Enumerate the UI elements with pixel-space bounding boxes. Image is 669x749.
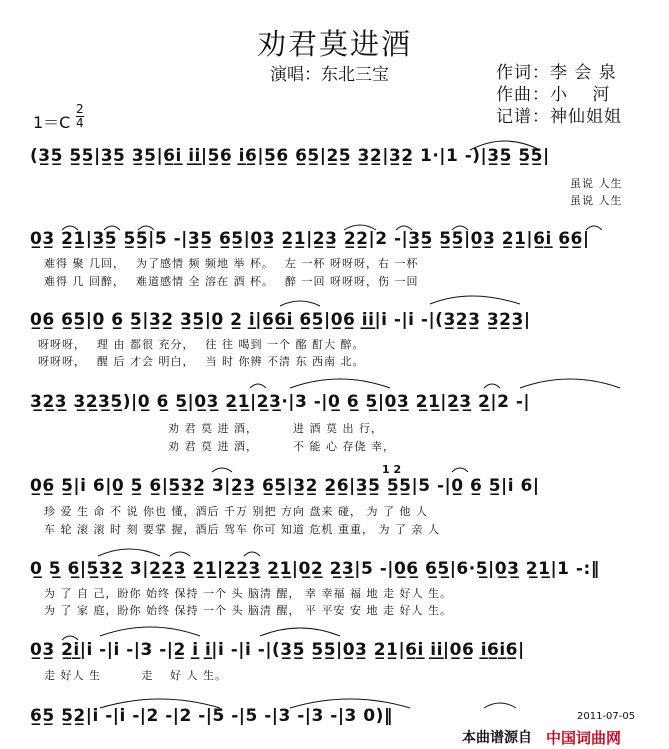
lyric-line-1-verse-1: 虽说 人生 [570, 177, 623, 190]
score-line-3: 0̲6̲ 6̲5̲|0̲ 6̲ 5̲|3̲2̲ 3̲5̲|0̲ 2̲ i̲|6̲6̲i̲ 6̲5̲|0̲6̲ i̲i̲|i -|i -|(3̲2̲3̲ 3̲2̲3̲| [30, 310, 531, 330]
source-label: 本曲谱源自 [462, 730, 532, 746]
page-title: 劝君莫进酒 [256, 27, 412, 61]
key-signature: 1＝C [33, 113, 71, 132]
score-line-2: 0̲3̲ 2̲1̲|3̲5̲ 5̲5̲|5 -|3̲5̲ 6̲5̲|0̲3̲ 2̲1̲|2̲3̲ 2̲2̲|2 -|3̲5̲ 5̲5̲|0̲3̲ 2̲1̲|6̲i̲ 6̲6̲| [30, 229, 590, 249]
lyric-line-4-verse-2: 劝 君 莫 进 酒， 不 能 心 存侥 幸， [168, 440, 395, 453]
lyric-line-6-verse-1: 为 了 自 己，盼你 始终 保持 一个 头 脑清 醒， 幸 幸福 福 地 走 好人 生。 [44, 587, 452, 600]
lyric-line-6-verse-2: 为 了 家 庭，盼你 始终 保持 一个 头 脑清 醒， 平 平安 安 地 走 好人 生。 [44, 604, 452, 617]
lyricist-credit: 作词：李 会 泉 [496, 63, 617, 83]
score-line-4: 3̲2̲3̲ 3̲2̲3̲5̲)|0̲ 6̲ 5̲|0̲3̲ 2̲1̲|2̲3̲·|3 -|0̲ 6̲ 5̲|0̲3̲ 2̲1̲|2̲3̲ 2̲|2 -| [30, 392, 531, 412]
lyric-line-2-verse-2: 难得 几 回醉， 难道感情 全 溶在 酒 杯。 醉 一回 呀呀呀，伤 一回 [44, 275, 419, 288]
score-line-1: (3̲5̲ 5̲5̲|3̲5̲ 3̲5̲|6̲i̲ i̲i̲|5̲6̲ i̲6̲|5̲6̲ 6̲5̲|2̲5̲ 3̲2̲|3̲2̲ 1·|1 -)|3̲5̲ 5̲5̲| [30, 146, 550, 166]
lyric-line-2-verse-1: 难得 聚 几回， 为了感情 频 频地 举 杯。 左 一杯 呀呀呀，右 一杯 [44, 257, 419, 270]
singer-credit: 演唱：东北三宝 [270, 65, 389, 85]
lyric-line-7-verse-1: 走 好人 生 走 好 人 生。 [44, 669, 227, 682]
lyric-line-5-verse-1: 珍 爱 生 命 不 说 你也 懂，酒后 千万 别把 方向 盘来 碰， 为 了 他 人 [44, 505, 428, 518]
lyric-line-1-verse-2: 虽说 人生 [570, 194, 623, 207]
lyric-line-3-verse-2: 呀呀呀， 醒 后 才会 明白， 当 时 你辨 不清 东 西南 北。 [38, 355, 365, 368]
time-signature-top: 2 [76, 102, 84, 116]
transcriber-credit: 记谱：神仙姐姐 [496, 107, 622, 127]
composer-credit: 作曲：小 河 [496, 85, 611, 105]
lyric-line-5-verse-2: 车 轮 滚 滚 时 刻 要掌 握，酒后 驾车 你可 知道 危机 重重， 为 了 亲 人 [44, 523, 440, 536]
score-line-5: 0̲6̲ 5̲|i 6|0̲ 5̲ 6̲|5̲3̲2̲ 3|2̲3̲ 6̲5̲|3̲2̲ 2̲6̲|3̲5̲ 5̲5̲|5 -|0̲ 6̲ 5̲|i 6| [30, 476, 540, 496]
score-line-8: 6̲5̲ 5̲2̲|i -|i -|2 -|2 -|5 -|5 -|3 -|3 -|3 0)‖ [30, 706, 393, 726]
score-line-7: 0̲3̲ 2̲i̲|i -|i -|3 -|2̲ i̲ i̲|i -|i -|(3̲5̲ 5̲5̲|0̲3̲ 2̲1̲|6̲i̲ i̲i̲|0̲6̲ i̲6̲i̲6̲| [30, 640, 525, 660]
lyric-line-4-verse-1: 劝 君 莫 进 酒， 进 酒 莫 出 行， [168, 422, 383, 435]
score-line-6: 0̲ 5̲ 6̲|5̲3̲2̲ 3|2̲2̲3̲ 2̲1̲|2̲2̲3̲ 2̲1̲|0̲2̲ 2̲3̲|5 -|0̲6̲ 6̲5̲|6·5̲|0̲3̲ 2̲1̲|1 -:‖ [30, 559, 600, 579]
source-site-link[interactable]: 中国词曲网 [546, 729, 622, 747]
volta-marker: 1 2 [382, 463, 402, 476]
transcription-date: 2011-07-05 [577, 711, 636, 722]
time-signature-bottom: 4 [76, 116, 84, 130]
lyric-line-3-verse-1: 呀呀呀， 理 由 都很 充分， 往 往 喝到 一个 酩 酊大 醉。 [38, 338, 365, 351]
